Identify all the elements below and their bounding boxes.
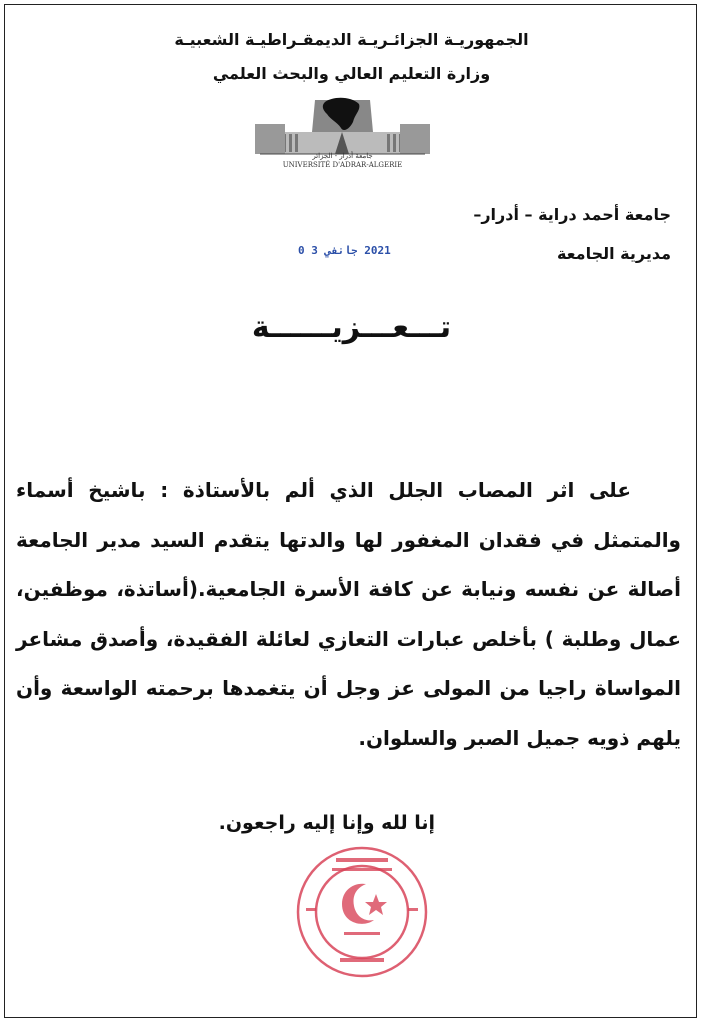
university-name: جامعة أحمد دراية – أدرار– (473, 205, 671, 224)
ministry-heading: وزارة التعليم العالي والبحث العلمي (212, 64, 491, 83)
directorate-name: مديرية الجامعة (556, 244, 671, 263)
closing-verse: إنا لله وإنا إليه راجعون. (218, 812, 435, 834)
condolence-paragraph (16, 466, 681, 763)
body-indent (631, 478, 681, 502)
logo-caption-ar: جامعة أدرار - الجزائر (312, 152, 373, 160)
body-text: على اثر المصاب الجلل الذي ألم بالأستاذة : باشيخ أسماء والمتمثل في فقدان المغفور لها والدتها يتقدم السيد مدير الجامعة أصالة عن نفسه ونيابة عن كافة الأسرة الجامعية.(أساتذة، موظفين، عمال وطلبة ) بأخلص عبارات التعازي لعائلة الفقيدة، وأصدق مشاعر المواساة راجيا من المولى عز وجل أن يتغمدها برحمته الواسعة وأن يلهم ذويه جميل الصبر والسلوان. (16, 478, 681, 750)
document-title: تـــعـــزيــــــة (251, 310, 452, 345)
date-stamp: 2021 جانفي 3 0 (298, 244, 391, 257)
official-seal (292, 842, 432, 982)
logo-caption-fr: UNIVERSITÉ D'ADRAR-ALGERIE (282, 161, 403, 169)
republic-heading: الجمهوريـة الجزائـريـة الديمقـراطيـة الشعبيـة (174, 30, 529, 49)
logo-caption (250, 152, 435, 170)
